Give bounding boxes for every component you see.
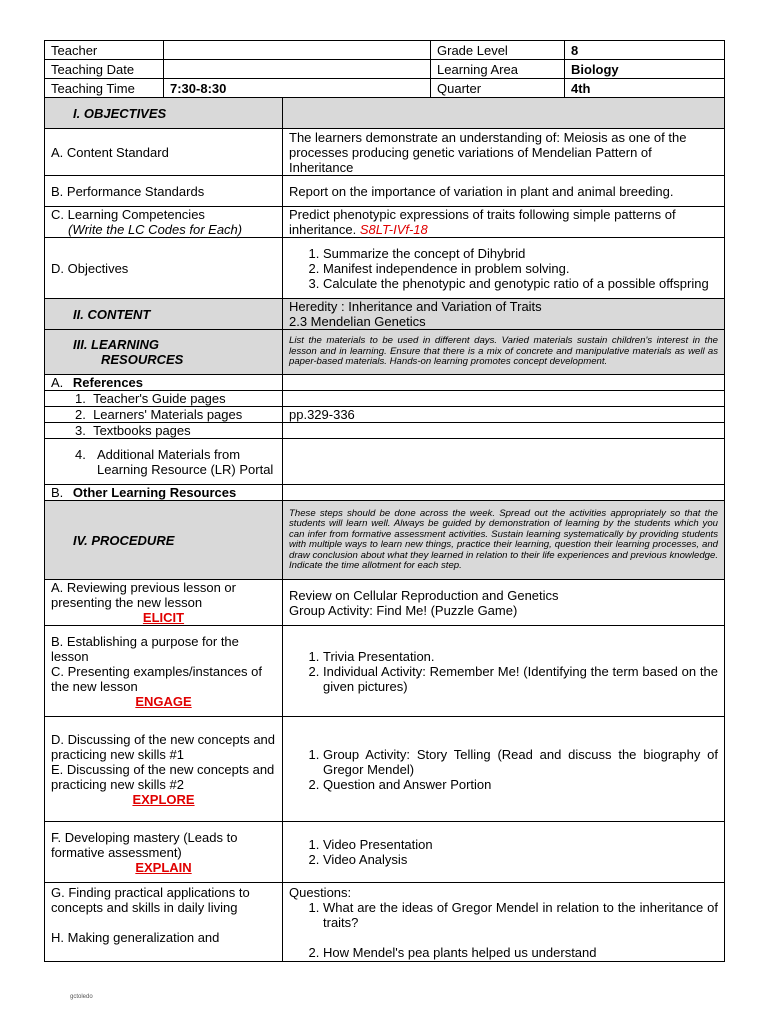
other-resources-prefix: B. bbox=[51, 485, 64, 500]
procedure-bc-label-cell bbox=[45, 626, 283, 717]
reference-item-row-2 bbox=[45, 407, 725, 423]
procedure-a-line-2: Group Activity: Find Me! (Puzzle Game) bbox=[289, 602, 518, 618]
other-resources-label-cell bbox=[45, 485, 283, 501]
procedure-a-label: A. Reviewing previous lesson or presenting the new lesson bbox=[51, 580, 236, 610]
objectives-title: I. OBJECTIVES bbox=[45, 98, 283, 129]
resources-title-line-1: III. LEARNING bbox=[73, 337, 159, 352]
reference-item-value bbox=[283, 423, 725, 439]
learning-competencies-row bbox=[45, 207, 725, 238]
procedure-f-value-cell bbox=[283, 822, 725, 883]
procedure-a-label-cell bbox=[45, 580, 283, 626]
procedure-gh-list bbox=[289, 900, 718, 960]
lesson-plan-table bbox=[44, 40, 725, 962]
procedure-h-label: H. Making generalization and bbox=[51, 930, 220, 945]
performance-standards-row bbox=[45, 176, 725, 207]
teaching-time-value: 7:30-8:30 bbox=[164, 79, 431, 98]
procedure-e-label: E. Discussing of the new concepts and practicing new skills #2 bbox=[51, 761, 275, 792]
teacher-value bbox=[164, 41, 431, 60]
learning-area-value: Biology bbox=[565, 60, 725, 79]
teaching-date-label: Teaching Date bbox=[45, 60, 164, 79]
procedure-bc-tag: ENGAGE bbox=[135, 693, 192, 709]
procedure-de-label-cell bbox=[45, 717, 283, 822]
procedure-de-row bbox=[45, 717, 725, 822]
learning-competencies-label-cell bbox=[45, 207, 283, 238]
procedure-bc-item: 1. Trivia Presentation. bbox=[323, 649, 718, 664]
procedure-gh-value-cell bbox=[283, 883, 725, 962]
reference-item-label-cell: 1. Teacher's Guide pages bbox=[45, 391, 283, 407]
procedure-g-label: G. Finding practical applications to concepts and skills in daily living bbox=[51, 885, 250, 915]
objectives-row bbox=[45, 238, 725, 299]
reference-item-label: Teacher's Guide pages bbox=[93, 391, 226, 406]
reference-item-label: Textbooks pages bbox=[93, 423, 191, 438]
procedure-de-item: 2. Question and Answer Portion bbox=[323, 777, 718, 792]
procedure-a-value-cell bbox=[283, 580, 725, 626]
content-standard-value: The learners demonstrate an understanding of: Meiosis as one of the processes producing genetic variations of Mendelian Pattern of Inheritance bbox=[283, 129, 725, 176]
procedure-title: IV. PROCEDURE bbox=[45, 501, 283, 580]
references-value bbox=[283, 375, 725, 391]
procedure-section-row bbox=[45, 501, 725, 580]
procedure-gh-item: 2. How Mendel's pea plants helped us understand bbox=[323, 945, 718, 960]
grade-level-value: 8 bbox=[565, 41, 725, 60]
procedure-b-label: B. Establishing a purpose for the lesson bbox=[51, 633, 239, 664]
objective-item: 2. Manifest independence in problem solving. bbox=[323, 261, 718, 276]
reference-item-row-3 bbox=[45, 423, 725, 439]
learning-competencies-value-cell bbox=[283, 207, 725, 238]
procedure-f-item: 2. Video Analysis bbox=[323, 852, 718, 867]
resources-section-row bbox=[45, 330, 725, 375]
reference-item-label: Additional Materials from Learning Resource (LR) Portal bbox=[97, 446, 274, 477]
procedure-a-line-1: Review on Cellular Reproduction and Genetics bbox=[289, 587, 559, 603]
reference-item-value bbox=[283, 391, 725, 407]
content-title: II. CONTENT bbox=[45, 299, 283, 330]
teacher-label: Teacher bbox=[45, 41, 164, 60]
resources-note: List the materials to be used in different days. Varied materials sustain children's interest in the lesson and in learning. Ensure that there is a mix of concrete and manipulative materials as well as paper-based materials. Hands-on learning promotes concept development. bbox=[283, 330, 725, 375]
header-row-date bbox=[45, 60, 725, 79]
references-row bbox=[45, 375, 725, 391]
procedure-f-list bbox=[289, 837, 718, 867]
procedure-gh-label-cell bbox=[45, 883, 283, 962]
reference-item-value: pp.329-336 bbox=[283, 407, 725, 423]
teaching-date-value bbox=[164, 60, 431, 79]
procedure-bc-row bbox=[45, 626, 725, 717]
references-label: References bbox=[72, 375, 144, 390]
reference-item-label-cell: 4. Additional Materials from Learning Resource (LR) Portal bbox=[45, 439, 283, 485]
objective-item: 1. Summarize the concept of Dihybrid bbox=[323, 246, 718, 261]
content-line-1: Heredity : Inheritance and Variation of Traits bbox=[289, 299, 542, 314]
procedure-f-row bbox=[45, 822, 725, 883]
content-line-2: 2.3 Mendelian Genetics bbox=[289, 314, 426, 329]
procedure-gh-row bbox=[45, 883, 725, 962]
procedure-bc-list bbox=[289, 649, 718, 694]
objectives-section-row bbox=[45, 98, 725, 129]
procedure-f-tag: EXPLAIN bbox=[135, 859, 192, 875]
reference-item-row-1 bbox=[45, 391, 725, 407]
other-resources-row bbox=[45, 485, 725, 501]
quarter-value: 4th bbox=[565, 79, 725, 98]
procedure-bc-value-cell bbox=[283, 626, 725, 717]
resources-title-cell bbox=[45, 330, 283, 375]
other-resources-value bbox=[283, 485, 725, 501]
footer-credit: gctoledo bbox=[70, 994, 93, 1000]
learning-competencies-sublabel: (Write the LC Codes for Each) bbox=[68, 222, 243, 237]
procedure-gh-questions-label: Questions: bbox=[289, 885, 352, 900]
quarter-label: Quarter bbox=[431, 79, 565, 98]
procedure-gh-item: 1. What are the ideas of Gregor Mendel in relation to the inheritance of traits? bbox=[323, 900, 718, 930]
procedure-a-tag: ELICIT bbox=[142, 610, 185, 625]
procedure-a-row bbox=[45, 580, 725, 626]
objectives-title-blank bbox=[283, 98, 725, 129]
resources-title-line-2: RESOURCES bbox=[101, 352, 184, 367]
other-resources-label: Other Learning Resources bbox=[72, 485, 237, 500]
objectives-label: D. Objectives bbox=[45, 238, 283, 299]
procedure-f-item: 1. Video Presentation bbox=[323, 837, 718, 852]
reference-item-label-cell: 3. Textbooks pages bbox=[45, 423, 283, 439]
procedure-bc-item: 2. Individual Activity: Remember Me! (Identifying the term based on the given pictures) bbox=[323, 664, 718, 694]
objectives-list bbox=[289, 246, 718, 291]
procedure-d-label: D. Discussing of the new concepts and practicing new skills #1 bbox=[51, 731, 276, 762]
procedure-de-value-cell bbox=[283, 717, 725, 822]
procedure-note: These steps should be done across the week. Spread out the activities appropriately so that the students will learn well. Always be guided by demonstration of learning by the students which you can infer from formative assessment activities. Sustain learning systematically by providing students with multiple ways to learn new things, practice their learning, question their learning processes, and draw conclusion about what they learned in relation to their life experiences and previous knowledge. Indicate the time allotment for each step. bbox=[283, 501, 725, 580]
content-standard-label: A. Content Standard bbox=[45, 129, 283, 176]
performance-standards-value: Report on the importance of variation in plant and animal breeding. bbox=[283, 176, 725, 207]
learning-competencies-code: S8LT-IVf-18 bbox=[359, 222, 428, 237]
teaching-time-label: Teaching Time bbox=[45, 79, 164, 98]
procedure-f-label-cell bbox=[45, 822, 283, 883]
learning-competencies-value: Predict phenotypic expressions of traits following simple patterns of inheritance. bbox=[289, 207, 676, 237]
header-row-teacher bbox=[45, 41, 725, 60]
content-value-cell bbox=[283, 299, 725, 330]
reference-item-label: Learners' Materials pages bbox=[93, 407, 243, 422]
objective-item: 3. Calculate the phenotypic and genotypic ratio of a possible offspring bbox=[323, 276, 718, 291]
header-row-time bbox=[45, 79, 725, 98]
performance-standards-label: B. Performance Standards bbox=[45, 176, 283, 207]
procedure-de-list bbox=[289, 747, 718, 792]
learning-area-label: Learning Area bbox=[431, 60, 565, 79]
procedure-f-label: F. Developing mastery (Leads to formative assessment) bbox=[51, 829, 238, 860]
references-label-cell bbox=[45, 375, 283, 391]
reference-item-row-4 bbox=[45, 439, 725, 485]
objectives-list-cell bbox=[283, 238, 725, 299]
reference-item-value bbox=[283, 439, 725, 485]
procedure-de-item: 1. Group Activity: Story Telling (Read and discuss the biography of Gregor Mendel) bbox=[323, 747, 718, 777]
reference-item-label-cell: 2. Learners' Materials pages bbox=[45, 407, 283, 423]
procedure-de-tag: EXPLORE bbox=[132, 791, 195, 807]
grade-level-label: Grade Level bbox=[431, 41, 565, 60]
references-prefix: A. bbox=[51, 375, 64, 390]
content-section-row bbox=[45, 299, 725, 330]
lesson-plan-page bbox=[44, 40, 724, 962]
content-standard-row bbox=[45, 129, 725, 176]
procedure-c-label: C. Presenting examples/instances of the new lesson bbox=[51, 663, 262, 694]
learning-competencies-label: C. Learning Competencies bbox=[51, 207, 205, 222]
